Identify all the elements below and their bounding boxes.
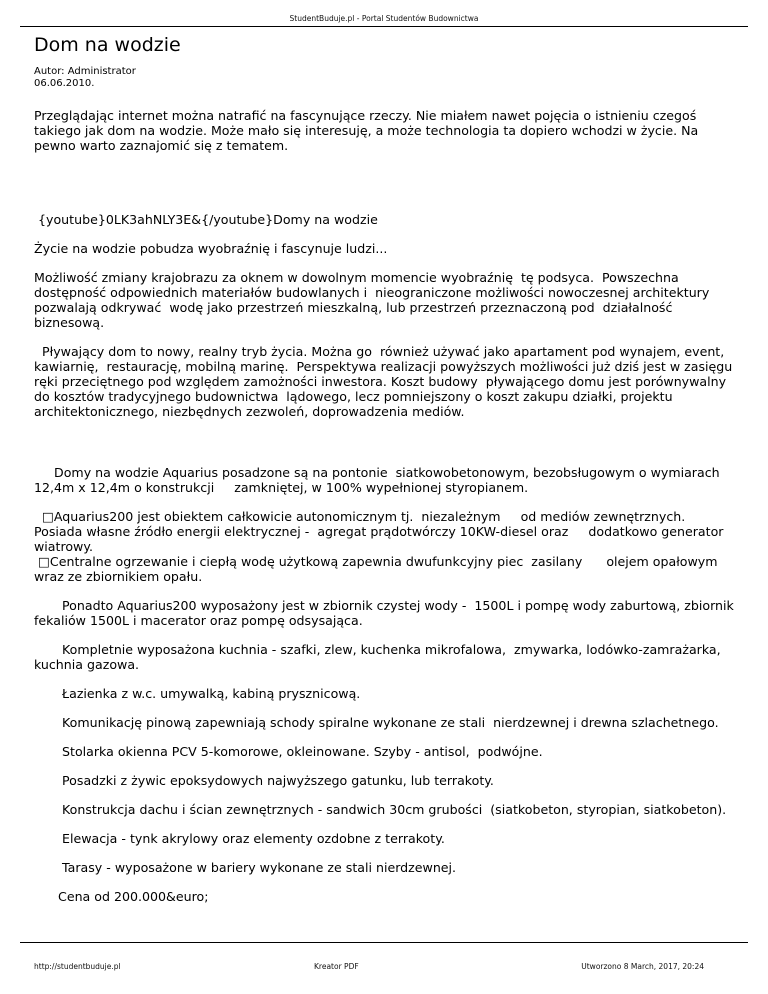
paragraph-kitchen: Kompletnie wyposażona kuchnia - szafki, zlew, kuchenka mikrofalowa, zmywarka, lodówko-zamrażarka, kuchnia gazowa. xyxy=(34,642,725,672)
article-body xyxy=(34,108,754,904)
footer-created-date: Utworzono 8 March, 2017, 20:24 xyxy=(581,962,704,971)
paragraph-youtube-embed: {youtube}0LK3ahNLY3E&{/youtube}Domy na wodzie xyxy=(34,212,378,227)
footer-divider xyxy=(20,942,748,943)
author-line: Autor: Administrator xyxy=(34,66,136,77)
paragraph-landscape: Możliwość zmiany krajobrazu za oknem w dowolnym momencie wyobraźnię tę podsyca. Powszechna dostępność odpowiednich materiałów budowlanych i nieograniczone możliwości nowoczesnej architektury pozwalają odkrywać wodę jako przestrzeń mieszkalną, lub przestrzeń przeznaczoną pod działalność biznesową. xyxy=(34,270,714,330)
paragraph-bathroom: Łazienka z w.c. umywalką, kabiną prysznicową. xyxy=(34,686,361,701)
paragraph-windows: Stolarka okienna PCV 5-komorowe, okleinowane. Szyby - antisol, podwójne. xyxy=(34,744,543,759)
page-header-site: StudentBuduje.pl - Portal Studentów Budownictwa xyxy=(289,14,479,23)
paragraph-floating-house: Pływający dom to nowy, realny tryb życia. Można go również używać jako apartament pod wynajem, event, kawiarnię, restaurację, mobilną marinę. Perspektywa realizacji powyższych możliwości już dziś jest w zasięgu ręki przeciętnego pod względem zamożności inwestora. Koszt budowy pływającego domu jest porównywalny do kosztów tradycyjnego budownictwa lądowego, lecz pomniejszony o koszt zakupu działki, projektu architektonicznego, niezbędnych zezwoleń, doprowadzenia mediów. xyxy=(34,344,741,419)
header-divider xyxy=(20,26,748,27)
footer-generator: Kreator PDF xyxy=(314,962,359,971)
paragraph-price: Cena od 200.000&euro; xyxy=(34,889,209,904)
article-meta xyxy=(34,66,136,90)
paragraph-facade: Elewacja - tynk akrylowy oraz elementy ozdobne z terrakoty. xyxy=(34,831,445,846)
article-title: Dom na wodzie xyxy=(34,34,181,56)
paragraph-aquarius-pontoon: Domy na wodzie Aquarius posadzone są na pontonie siatkowobetonowym, bezobsługowym o wymiarach 12,4m x 12,4m o konstrukcji zamkniętej, w 100% wypełnionej styropianem. xyxy=(34,465,724,495)
paragraph-life-on-water: Życie na wodzie pobudza wyobraźnię i fascynuje ludzi... xyxy=(34,241,388,256)
paragraph-terraces: Tarasy - wyposażone w bariery wykonane ze stali nierdzewnej. xyxy=(34,860,457,875)
paragraph-autonomy: □Aquarius200 jest obiektem całkowicie autonomicznym tj. niezależnym od mediów zewnętrznych. Posiada własne źródło energii elektrycznej - agregat prądotwórczy 10KW-diesel oraz dodatkowo generator wiatrowy. □Centralne ogrzewanie i ciepłą wodę użytkową zapewnia dwufunkcyjny piec zasilany olejem opałowym wraz ze zbiornikiem opału. xyxy=(34,509,724,584)
paragraph-water-tank: Ponadto Aquarius200 wyposażony jest w zbiornik czystej wody - 1500L i pompę wody zaburtową, zbiornik fekaliów 1500L i macerator oraz pompę odsysająca. xyxy=(34,598,754,628)
paragraph-construction: Konstrukcja dachu i ścian zewnętrznych - sandwich 30cm grubości (siatkobeton, styropian, siatkobeton). xyxy=(34,802,727,817)
footer-url: http://studentbuduje.pl xyxy=(34,962,121,971)
article-date: 06.06.2010. xyxy=(34,78,95,89)
empty-space xyxy=(34,153,734,212)
paragraph-floors: Posadzki z żywic epoksydowych najwyższego gatunku, lub terrakoty. xyxy=(34,773,494,788)
paragraph-intro: Przeglądając internet można natrafić na fascynujące rzeczy. Nie miałem nawet pojęcia o istnieniu czegoś takiego jak dom na wodzie. Może mało się interesuję, a może technologia ta dopiero wchodzi w życie. Na pewno warto zaznajomić się z tematem. xyxy=(34,108,703,153)
paragraph-stairs: Komunikację pinową zapewniają schody spiralne wykonane ze stali nierdzewnej i drewna szlachetnego. xyxy=(34,715,719,730)
